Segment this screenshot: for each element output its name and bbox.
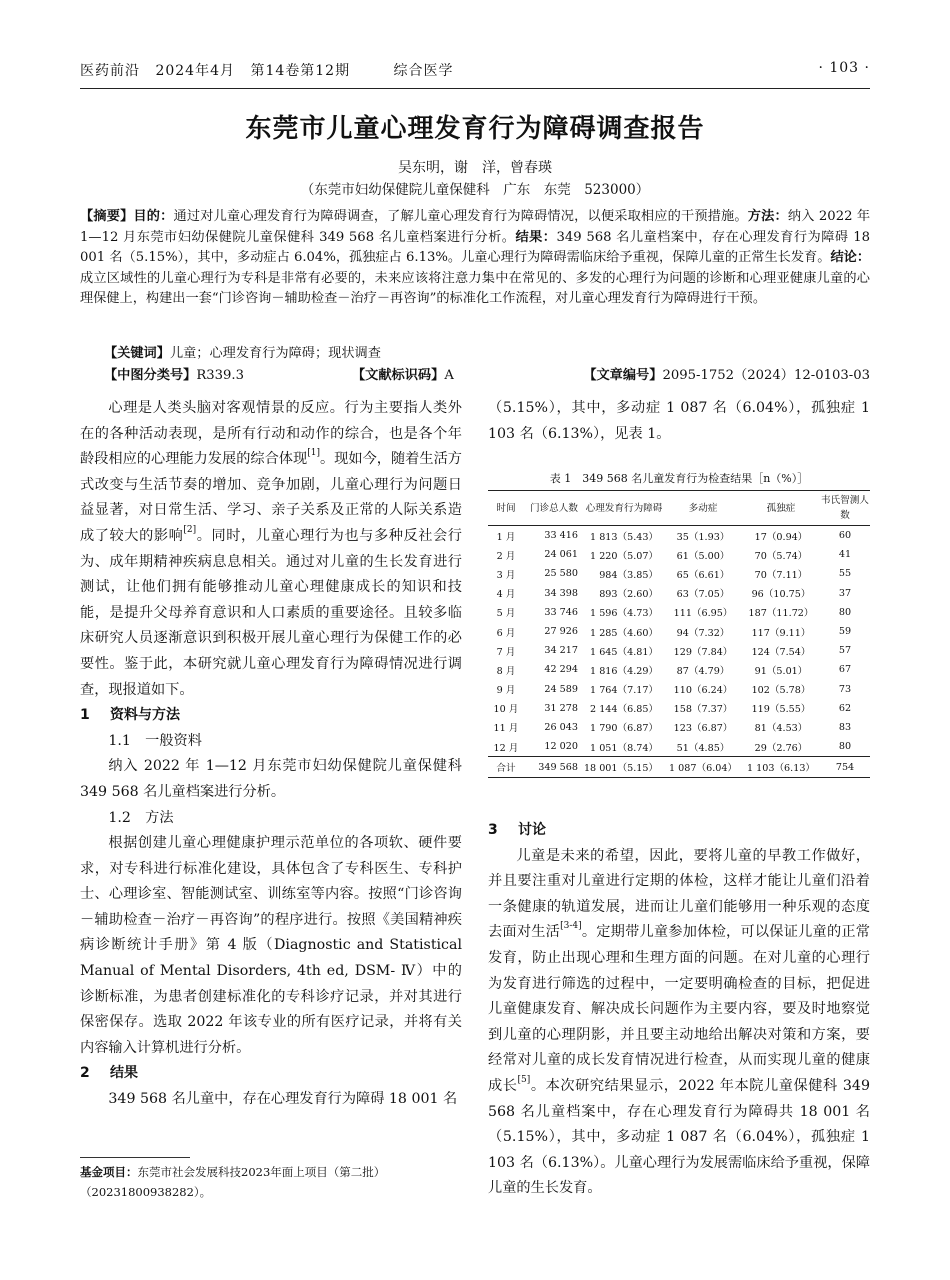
discussion-text-c: 。本次研究结果显示，2022 年本院儿童保健科 349 568 名儿童档案中，存在心理发育行为障碍共 18 001 名（5.15%），其中，多动症 1 087 名（6.04%），孤独症 1 103 名（6.13%）。儿童心理行为发展需临床给予重视，保障儿童的生长发育。 bbox=[488, 1077, 870, 1197]
table-caption: 表 1 349 568 名儿童发育行为检查结果［n（%）］ bbox=[549, 472, 809, 485]
footnote bbox=[80, 1162, 462, 1202]
table-row bbox=[488, 526, 870, 546]
table-cell: 51（4.85） bbox=[676, 742, 730, 754]
table-cell: 11 月 bbox=[493, 723, 519, 735]
table-cell: 83 bbox=[838, 721, 852, 733]
table-cell: 63（7.05） bbox=[676, 589, 730, 601]
header-cell-autism: 孤独症 bbox=[742, 491, 820, 526]
header-cell-time: 时间 bbox=[488, 491, 524, 526]
table-cell: 67 bbox=[838, 664, 852, 676]
table-cell: 70（7.11） bbox=[754, 569, 808, 581]
table-total-row bbox=[488, 757, 870, 778]
method-label: 方法： bbox=[747, 209, 788, 224]
table-cell: 73 bbox=[838, 683, 852, 695]
table-cell: 12 020 bbox=[544, 741, 578, 753]
table-cell: 2 月 bbox=[496, 550, 516, 562]
table-cell: 96（10.75） bbox=[751, 589, 811, 601]
results-table bbox=[488, 490, 870, 778]
document-id-text: A bbox=[444, 368, 454, 383]
left-column bbox=[80, 396, 462, 1113]
page-number: · 103 · bbox=[818, 60, 870, 76]
table-cell: 81（4.53） bbox=[754, 723, 808, 735]
article-number-label: 【文章编号】 bbox=[583, 368, 663, 383]
table-cell: 1 051（8.74） bbox=[590, 742, 659, 754]
table-cell: 29（2.76） bbox=[754, 742, 808, 754]
keywords-label: 【关键词】 bbox=[104, 346, 170, 361]
table-cell: 123（6.87） bbox=[673, 723, 733, 735]
table-cell: 1 月 bbox=[496, 531, 516, 543]
table-cell: 31 278 bbox=[544, 702, 578, 714]
objective-label: 目的： bbox=[133, 209, 174, 224]
table-cell: 111（6.95） bbox=[673, 608, 733, 620]
table-cell: 34 398 bbox=[544, 587, 578, 599]
intro-paragraph bbox=[80, 396, 462, 703]
table-cell: 35（1.93） bbox=[676, 531, 730, 543]
table-cell: 110（6.24） bbox=[673, 685, 733, 697]
table-row bbox=[488, 584, 870, 603]
table-cell: 129（7.84） bbox=[673, 646, 733, 658]
table-cell: 33 746 bbox=[544, 606, 578, 618]
table-cell: 1 285（4.60） bbox=[590, 627, 659, 639]
section-name: 综合医学 bbox=[393, 63, 454, 79]
table-cell: 17（0.94） bbox=[754, 531, 808, 543]
table-cell: 124（7.54） bbox=[751, 646, 811, 658]
results-continued: （5.15%），其中，多动症 1 087 名（6.04%），孤独症 1 103 名（6.13%），见表 1。 bbox=[488, 400, 870, 442]
footnote-text: 东莞市社会发展科技2023年面上项目（第二批）（20231800938282）。 bbox=[80, 1165, 386, 1199]
section-3-number: 3 bbox=[488, 822, 498, 838]
section-1-title: 资料与方法 bbox=[110, 707, 180, 724]
table-cell: 10 月 bbox=[493, 704, 519, 716]
table-cell: 119（5.55） bbox=[751, 704, 811, 716]
table-row bbox=[488, 603, 870, 622]
affiliation: （东莞市妇幼保健院儿童保健科 广东 东莞 523000） bbox=[300, 182, 650, 198]
classification-text: R339.3 bbox=[196, 368, 244, 383]
table-cell: 6 月 bbox=[496, 627, 516, 639]
table-cell: 25 580 bbox=[544, 568, 578, 580]
table-cell: 62 bbox=[838, 702, 852, 714]
table-cell: 24 061 bbox=[544, 549, 578, 561]
section-3-heading bbox=[488, 818, 870, 844]
table-row bbox=[488, 737, 870, 757]
discussion-paragraph bbox=[488, 844, 870, 1202]
footnote-divider bbox=[80, 1157, 190, 1158]
classification-label: 【中图分类号】 bbox=[104, 368, 197, 383]
reference-2[interactable]: [2] bbox=[183, 524, 197, 535]
table-cell: 102（5.78） bbox=[751, 685, 811, 697]
subsection-1-1-heading: 1.1 一般资料 bbox=[108, 732, 202, 749]
right-column-top bbox=[488, 396, 870, 447]
table-row bbox=[488, 660, 870, 679]
intro-text-b: 。现如今，随着生活方式改变与生活节奏的增加、竞争加剧，儿童心理行为问题日益显著，对日常生活、学习、亲子关系及正常的人际关系造成了较大的影响 bbox=[80, 451, 462, 544]
issue-date: 2024年4月 bbox=[155, 63, 235, 79]
table-cell: 158（7.37） bbox=[673, 704, 733, 716]
table-cell: 94（7.32） bbox=[676, 627, 730, 639]
table-cell: 1 596（4.73） bbox=[590, 608, 659, 620]
table-cell: 合计 bbox=[488, 757, 524, 778]
table-cell: 5 月 bbox=[496, 608, 516, 620]
keywords bbox=[104, 342, 381, 361]
table-cell: 187（11.72） bbox=[748, 608, 814, 620]
table-cell: 1 645（4.81） bbox=[590, 646, 659, 658]
table-row bbox=[488, 699, 870, 718]
document-id bbox=[352, 364, 454, 383]
classification bbox=[104, 364, 244, 383]
table-row bbox=[488, 622, 870, 641]
table-cell: 65（6.61） bbox=[676, 569, 730, 581]
objective-text: 通过对儿童心理发育行为障碍调查，了解儿童心理发育行为障碍情况，以便采取相应的干预措施。 bbox=[173, 209, 748, 224]
results-text: 349 568 名儿童中，存在心理发育行为障碍 18 001 名 bbox=[108, 1091, 458, 1108]
table-cell: 59 bbox=[838, 626, 852, 638]
section-2-title: 结果 bbox=[110, 1065, 138, 1082]
abstract-label: 【摘要】 bbox=[80, 209, 134, 224]
right-column-bottom bbox=[488, 818, 870, 1202]
method-text: 纳入 2022 年 1—12 月东莞市妇幼保健院儿童保健科 349 568 名儿童档案进行分析。 bbox=[80, 209, 871, 245]
table-cell: 26 043 bbox=[544, 721, 578, 733]
table-cell: 754 bbox=[820, 757, 870, 778]
abstract bbox=[80, 207, 870, 310]
table-cell: 80 bbox=[838, 741, 852, 753]
table-cell: 70（5.74） bbox=[754, 550, 808, 562]
header-cell-disorder: 心理发育行为障碍 bbox=[584, 491, 664, 526]
table-cell: 61（5.00） bbox=[676, 550, 730, 562]
table-cell: 1 764（7.17） bbox=[590, 685, 659, 697]
intro-text-c: 。同时，儿童心理行为也与多种反社会行为、成年期精神疾病息息相关。通过对儿童的生长发育进行测试，让他们拥有能够推动儿童心理健康成长的知识和技能，是提升父母养育意识和人口素质的重要途径。且较多临床研究人员逐渐意识到积极开展儿童心理行为保健工作的必要性。鉴于此，本研究就儿童心理发育行为障碍情况进行调查，现报道如下。 bbox=[80, 527, 462, 698]
journal-name: 医药前沿 bbox=[80, 63, 140, 79]
issue-volume: 第14卷第12期 bbox=[250, 63, 351, 79]
subsection-1-1-text: 纳入 2022 年 1—12 月东莞市妇幼保健院儿童保健科 349 568 名儿童档案进行分析。 bbox=[80, 758, 462, 800]
article-number bbox=[583, 364, 870, 383]
conclusion-text: 成立区域性的儿童心理行为专科是非常有必要的，未来应该将注意力集中在常见的、多发的心理行为问题的诊断和心理亚健康儿童的心理保健上，构建出一套“门诊咨询－辅助检查－治疗－再咨询”的标准化工作流程，对儿童心理发育行为障碍进行干预。 bbox=[80, 270, 870, 306]
section-1-heading bbox=[80, 703, 462, 729]
section-3-title: 讨论 bbox=[518, 822, 546, 838]
table-cell: 24 589 bbox=[544, 683, 578, 695]
table-cell: 4 月 bbox=[496, 589, 516, 601]
table-cell: 1 103（6.13） bbox=[742, 757, 820, 778]
result-text: 349 568 名儿童档案中，存在心理发育行为障碍 18 001 名（5.15%），其中，多动症占 6.04%，孤独症占 6.13%。儿童心理行为障碍需临床给予重视，保障儿童的正常生长发育。 bbox=[80, 229, 871, 265]
table-cell: 7 月 bbox=[496, 646, 516, 658]
table-cell: 3 月 bbox=[496, 569, 516, 581]
reference-1[interactable]: [1] bbox=[307, 448, 320, 459]
table-cell: 1 087（6.04） bbox=[664, 757, 742, 778]
table-cell: 34 217 bbox=[544, 645, 578, 657]
table-cell: 42 294 bbox=[544, 664, 578, 676]
keywords-text: 儿童；心理发育行为障碍；现状调查 bbox=[169, 346, 381, 361]
article-title: 东莞市儿童心理发育行为障碍调查报告 bbox=[245, 114, 705, 144]
table-cell: 1 816（4.29） bbox=[590, 665, 659, 677]
table-row bbox=[488, 545, 870, 564]
table-cell: 117（9.11） bbox=[751, 627, 811, 639]
table-cell: 893（2.60） bbox=[599, 589, 659, 601]
table-cell: 2 144（6.85） bbox=[590, 704, 659, 716]
table-cell: 1 813（5.43） bbox=[590, 531, 659, 543]
table-cell: 80 bbox=[838, 606, 852, 618]
subsection-1-2-heading: 1.2 方法 bbox=[108, 809, 174, 826]
section-1-number: 1 bbox=[80, 707, 90, 724]
reference-5[interactable]: [5] bbox=[517, 1074, 531, 1085]
running-header bbox=[80, 60, 870, 89]
header-cell-total: 门诊总人数 bbox=[524, 491, 584, 526]
section-2-heading bbox=[80, 1061, 462, 1087]
table-cell: 1 220（5.07） bbox=[590, 550, 659, 562]
reference-3-4[interactable]: [3-4] bbox=[560, 921, 582, 932]
table-cell: 8 月 bbox=[496, 665, 516, 677]
table-cell: 60 bbox=[838, 530, 852, 542]
footnote-label: 基金项目： bbox=[80, 1165, 138, 1179]
conclusion-label: 结论： bbox=[830, 250, 871, 265]
table-cell: 27 926 bbox=[544, 626, 578, 638]
article-number-text: 2095-1752（2024）12-0103-03 bbox=[662, 368, 870, 383]
header-cell-iq-test: 韦氏智测人数 bbox=[820, 491, 870, 526]
table-cell: 37 bbox=[838, 587, 852, 599]
table-cell: 33 416 bbox=[544, 530, 578, 542]
table-row bbox=[488, 641, 870, 660]
table-header-row bbox=[488, 491, 870, 526]
table-cell: 91（5.01） bbox=[754, 665, 808, 677]
table-cell: 87（4.79） bbox=[676, 665, 730, 677]
table-cell: 1 790（6.87） bbox=[590, 723, 659, 735]
table-cell: 9 月 bbox=[496, 685, 516, 697]
table-cell: 349 568 bbox=[524, 757, 584, 778]
table-cell: 12 月 bbox=[493, 742, 519, 754]
table-cell: 57 bbox=[838, 645, 852, 657]
header-cell-adhd: 多动症 bbox=[664, 491, 742, 526]
table-cell: 984（3.85） bbox=[599, 569, 659, 581]
authors: 吴东明，谢 洋，曾春瑛 bbox=[398, 160, 552, 176]
discussion-text-a: 儿童是未来的希望，因此，要将儿童的早教工作做好，并且要注重对儿童进行定期的体检，这样才能让儿童们沿着一条健康的轨道发展，进而让儿童们能够用一种乐观的态度去面对生活 bbox=[488, 847, 870, 941]
table-cell: 55 bbox=[838, 568, 852, 580]
table-row bbox=[488, 718, 870, 737]
table-row bbox=[488, 564, 870, 583]
table-row bbox=[488, 680, 870, 699]
table-cell: 18 001（5.15） bbox=[584, 757, 664, 778]
intro-text-a: 心理是人类头脑对客观情景的反应。行为主要指人类外在的各种活动表现，是所有行动和动作的综合，也是各个年龄段相应的心理能力发展的综合体现 bbox=[80, 400, 462, 468]
discussion-text-b: 。定期带儿童参加体检，可以保证儿童的正常发育，防止出现心理和生理方面的问题。在对儿童的心理行为发育进行筛选的过程中，一定要明确检查的目标，把促进儿童健康发育、解决成长问题作为主要内容，要及时地察觉到儿童的心理阴影，并且要主动地给出解决对策和方案，要经常对儿童的成长发育情况进行检查，从而实现儿童的健康成长 bbox=[488, 924, 870, 1094]
subsection-1-2-text: 根据创建儿童心理健康护理示范单位的各项软、硬件要求，对专科进行标准化建设，具体包含了专科医生、专科护士、心理诊室、智能测试室、训练室等内容。按照“门诊咨询－辅助检查－治疗－再咨询”的程序进行。按照《美国精神疾病诊断统计手册》第 4 版（Diagnostic and Statistical Manual of Mental Disorders, 4th ed, DSM- Ⅳ）中的诊断标准，为患者创建标准化的专科诊疗记录，并对其进行保密保存。选取 2022 年该专业的所有医疗记录，并将有关内容输入计算机进行分析。 bbox=[80, 835, 462, 1056]
table-cell: 41 bbox=[838, 549, 852, 561]
result-label: 结果： bbox=[515, 229, 557, 245]
document-id-label: 【文献标识码】 bbox=[352, 368, 445, 383]
section-2-number: 2 bbox=[80, 1065, 90, 1082]
